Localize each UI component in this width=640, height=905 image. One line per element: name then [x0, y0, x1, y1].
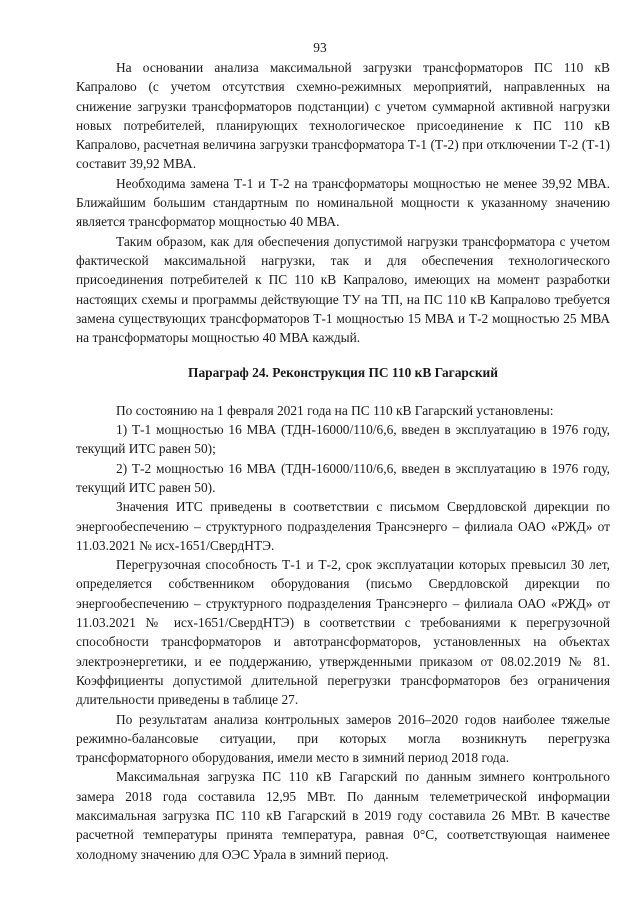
page-number: 93 — [313, 40, 327, 55]
paragraph: На основании анализа максимальной загрузки трансформаторов ПС 110 кВ Капралово (с учетом отсутствия схемно-режимных мероприятий, направленных на снижение загрузки трансформаторов подстанции) с учетом суммарной активной нагрузки новых потребителей, планирующих технологическое присоединение к ПС 110 кВ Капралово, расчетная величина загрузки трансформатора Т-1 (Т-2) при отключении Т-2 (Т-1) составит 39,92 МВА. — [76, 60, 610, 172]
page-content — [76, 58, 610, 864]
paragraph: По результатам анализа контрольных замеров 2016–2020 годов наиболее тяжелые режимно-балансовые ситуации, при которых могла возникнуть перегрузка трансформаторного оборудования, имели место в зимний период 2018 года. — [76, 711, 610, 766]
section-heading: Параграф 24. Реконструкция ПС 110 кВ Гагарский — [188, 365, 498, 381]
paragraph: Значения ИТС приведены в соответствии с письмом Свердловской дирекции по энергообеспечению – структурного подразделения Трансэнерго – филиала ОАО «РЖД» от 11.03.2021 № исх-1651/СвердНТЭ. — [76, 499, 610, 553]
paragraph: Перегрузочная способность Т-1 и Т-2, срок эксплуатации которых превысил 30 лет, определяется собственником оборудования (письмо Свердловской дирекции по энергообеспечению – структурного подразделения Трансэнерго – филиала ОАО «РЖД» от 11.03.2021 № исх-1651/СвердНТЭ) в соответствии с требованиями к перегрузочной способности трансформаторов и автотрансформаторов, установленных на объектах электроэнергетики, и ее поддержанию, утвержденными приказом от 08.02.2019 № 81. Коэффициенты допустимой длительной перегрузки трансформаторов без ограничения длительности приведены в таблице 27. — [76, 557, 610, 708]
list-item: 2) Т-2 мощностью 16 МВА (ТДН-16000/110/6,6, введен в эксплуатацию в 1976 году, текущий ИТС равен 50). — [76, 460, 610, 495]
paragraph: Максимальная загрузка ПС 110 кВ Гагарский по данным зимнего контрольного замера 2018 года составила 12,95 МВт. По данным телеметрической информации максимальная загрузка ПС 110 кВ Гагарский в 2019 году составила 26 МВт. В качестве расчетной температуры принята температура, равная 0°С, соответствующая наименее холодному значению для ОЭС Урала в зимний период. — [76, 769, 610, 862]
paragraph: Необходима замена Т-1 и Т-2 на трансформаторы мощностью не менее 39,92 МВА. Ближайшим большим стандартным по номинальной мощности к указанному значению является трансформатор мощностью 40 МВА. — [76, 175, 610, 230]
list-item: 1) Т-1 мощностью 16 МВА (ТДН-16000/110/6,6, введен в эксплуатацию в 1976 году, текущий ИТС равен 50); — [76, 422, 610, 457]
paragraph: По состоянию на 1 февраля 2021 года на ПС 110 кВ Гагарский установлены: — [116, 402, 554, 418]
paragraph: Таким образом, как для обеспечения допустимой нагрузки трансформатора с учетом фактической максимальной нагрузки, так и для обеспечения технологического присоединения потребителей к ПС 110 кВ Капралово, имеющих на момент разработки настоящих схемы и программы действующие ТУ на ТП, на ПС 110 кВ Капралово требуется замена существующих трансформаторов Т-1 мощностью 15 МВА и Т-2 мощностью 25 МВА на трансформаторы мощностью 40 МВА каждый. — [76, 233, 610, 346]
